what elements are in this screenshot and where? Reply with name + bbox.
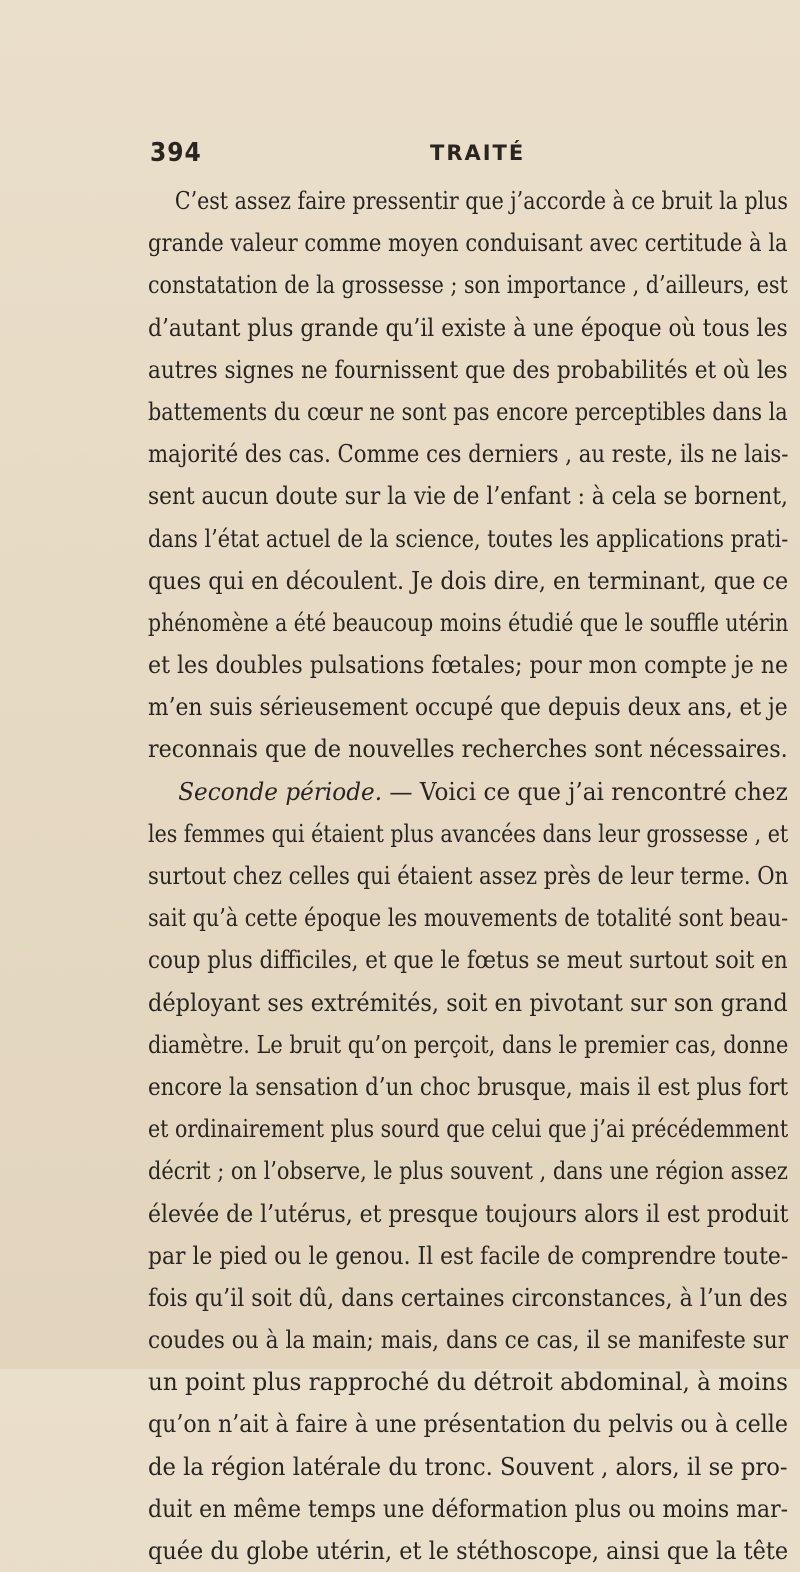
text-line: décrit ; on l’observe, le plus souvent , dans une région assez [148,1156,788,1186]
text-line: d’autant plus grande qu’il existe à une époque où tous les [148,312,788,342]
text-line: battements du cœur ne sont pas encore perceptibles dans la [148,396,788,426]
text-line: coudes ou à la main; mais, dans ce cas, il se manifeste sur [148,1325,789,1355]
text-line: encore la sensation d’un choc brusque, mais il est plus fort [148,1071,789,1101]
text-line: ques qui en découlent. Je dois dire, en terminant, que ce [148,565,789,595]
section-heading: Seconde période. [178,776,383,806]
text-line: qu’on n’ait à faire à une présentation du pelvis ou à celle [148,1409,788,1439]
text-line: autres signes ne fournissent que des probabilités et où les [148,354,788,384]
page-number: 394 [150,138,202,168]
text-line: grande valeur comme moyen conduisant avec certitude à la [148,228,788,258]
text-line: quée du globe utérin, et le stéthoscope, ainsi que la tête [148,1536,789,1565]
text-line: et ordinairement plus sourd que celui que j’ai précédemment [148,1114,789,1144]
text-line: diamètre. Le bruit qu’on perçoit, dans le premier cas, donne [148,1029,789,1059]
text-line: majorité des cas. Comme ces derniers , au reste, ils ne lais- [148,439,789,469]
text-line: phénomène a été beaucoup moins étudié que le souffle utérin [148,607,789,637]
text-line: déployant ses extrémités, soit en pivotant sur son grand [148,987,788,1017]
text-line: fois qu’il soit dû, dans certaines circonstances, à l’un des [148,1282,788,1312]
page-header [150,138,770,178]
text-line: surtout chez celles qui étaient assez près de leur terme. On [148,861,789,890]
text-line: et les doubles pulsations fœtales; pour mon compte je ne [148,650,789,680]
text-line: dans l’état actuel de la science, toutes les applications prati- [148,523,789,553]
text-line: par le pied ou le genou. Il est facile de comprendre toute- [148,1240,789,1270]
section-line-text: — Voici ce que j’ai rencontré chez [389,776,788,806]
section-line [148,771,788,813]
text-line: C’est assez faire pressentir que j’accorde à ce bruit la plus [174,186,788,215]
text-line: reconnais que de nouvelles recherches sont nécessaires. [148,734,788,764]
text-line: coup plus difficiles, et que le fœtus se meut surtout soit en [148,945,788,975]
body-text [148,180,788,1572]
text-line: sent aucun doute sur la vie de l’enfant : à cela se bornent, [148,481,788,511]
text-line: les femmes qui étaient plus avancées dans leur grossesse , et [148,818,789,848]
text-line: un point plus rapproché du détroit abdominal, à moins [148,1367,788,1397]
text-line: m’en suis sérieusement occupé que depuis deux ans, et je [148,692,788,722]
running-title: TRAITÉ [430,141,526,165]
text-line: constatation de la grossesse ; son importance , d’ailleurs, est [148,270,788,300]
text-line: élevée de l’utérus, et presque toujours alors il est produit [148,1198,789,1228]
text-line: sait qu’à cette époque les mouvements de totalité sont beau- [148,903,789,933]
text-line: de la région latérale du tronc. Souvent , alors, il se pro- [148,1451,788,1481]
text-line: duit en même temps une déformation plus ou moins mar- [148,1493,789,1523]
